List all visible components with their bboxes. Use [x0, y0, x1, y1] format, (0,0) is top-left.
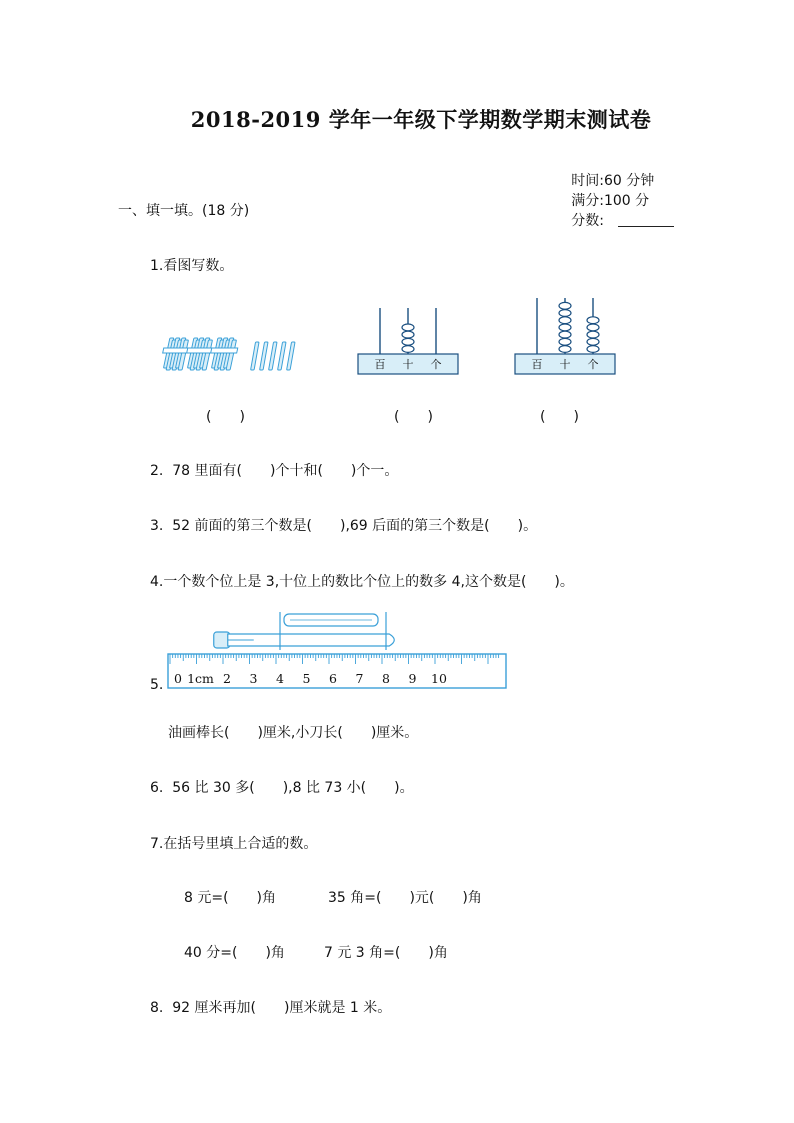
ruler-label: 1cm — [187, 671, 214, 686]
section-heading: 一、填一填。(18 分) — [118, 203, 250, 219]
ruler-figure — [166, 610, 510, 692]
q7-prompt: 7.在括号里填上合适的数。 — [150, 836, 318, 852]
ruler-label: 9 — [408, 671, 417, 686]
page-title: 2018-2019 学年一年级下学期数学期末测试卷 — [190, 107, 652, 132]
q7-row2-b: 7 元 3 角=( )角 — [324, 945, 448, 961]
abacus-bead — [402, 338, 414, 345]
abacus-bead — [402, 331, 414, 338]
q7-row1-a: 8 元=( )角 — [184, 890, 277, 906]
q8-text: 8. 92 厘米再加( )厘米就是 1 米。 — [150, 1000, 392, 1016]
q3-text: 3. 52 前面的第三个数是( ),69 后面的第三个数是( )。 — [150, 518, 538, 534]
stick-bundles-figure — [170, 328, 310, 378]
bundle-band — [187, 348, 214, 353]
single-stick — [278, 342, 286, 370]
score-label: 分数: — [571, 213, 674, 229]
stick-bundle — [163, 338, 190, 370]
q5-text: 油画棒长( )厘米,小刀长( )厘米。 — [168, 725, 419, 741]
abacus-place-label: 个 — [430, 358, 442, 371]
abacus-bead — [559, 324, 571, 331]
ruler-label: 10 — [431, 671, 447, 686]
q1-answer-1[interactable]: ( ) — [206, 409, 245, 425]
stick-bundle — [187, 338, 214, 370]
bundle-band — [163, 348, 190, 353]
abacus-2 — [513, 296, 617, 376]
abacus-bead — [559, 338, 571, 345]
abacus-bead — [402, 324, 414, 331]
single-stick — [260, 342, 268, 370]
ruler-label: 2 — [223, 671, 231, 686]
abacus-bead — [587, 331, 599, 338]
q7-row2-a: 40 分=( )角 — [184, 945, 285, 961]
bundles — [163, 338, 238, 370]
ruler-label: 6 — [329, 671, 337, 686]
single-stick — [287, 342, 295, 370]
abacus-place-label: 百 — [374, 358, 386, 371]
q2-text: 2. 78 里面有( )个十和( )个一。 — [150, 463, 399, 479]
q1-prompt: 1.看图写数。 — [150, 258, 234, 274]
abacus-bead — [587, 346, 599, 353]
abacus-bead — [559, 302, 571, 309]
time-label: 时间:60 分钟 — [571, 173, 655, 189]
single-sticks — [251, 342, 295, 370]
abacus-bead — [559, 317, 571, 324]
ruler-label: 7 — [355, 671, 364, 686]
q4-text: 4.一个数个位上是 3,十位上的数比个位上的数多 4,这个数是( )。 — [150, 574, 574, 590]
stick-bundle — [211, 338, 238, 370]
ruler-label: 4 — [276, 671, 284, 686]
score-blank[interactable] — [618, 212, 674, 227]
abacus-place-label: 个 — [587, 358, 599, 371]
bundle-band — [211, 348, 238, 353]
q1-answer-3[interactable]: ( ) — [540, 409, 579, 425]
abacus-bead — [587, 338, 599, 345]
abacus-place-label: 十 — [402, 358, 414, 371]
q7-row1-b: 35 角=( )元( )角 — [328, 890, 482, 906]
abacus-place-label: 百 — [531, 358, 543, 371]
ruler-label: 5 — [302, 671, 311, 686]
single-stick — [251, 342, 259, 370]
ruler-label: 3 — [249, 671, 258, 686]
ruler-label: 0 — [174, 671, 182, 686]
ruler-body — [168, 654, 506, 688]
q5-number: 5. — [150, 677, 164, 693]
exam-meta — [548, 154, 674, 230]
abacus-bead — [559, 331, 571, 338]
ruler-label: 8 — [382, 671, 390, 686]
abacus-bead — [559, 310, 571, 317]
q6-text: 6. 56 比 30 多( ),8 比 73 小( )。 — [150, 780, 414, 796]
abacus-place-label: 十 — [559, 358, 571, 371]
q1-answer-2[interactable]: ( ) — [394, 409, 433, 425]
full-score-label: 满分:100 分 — [571, 193, 650, 209]
abacus-bead — [587, 317, 599, 324]
abacus-bead — [587, 324, 599, 331]
single-stick — [269, 342, 277, 370]
abacus-bead — [559, 346, 571, 353]
abacus-bead — [402, 346, 414, 353]
abacus-1 — [356, 306, 460, 376]
